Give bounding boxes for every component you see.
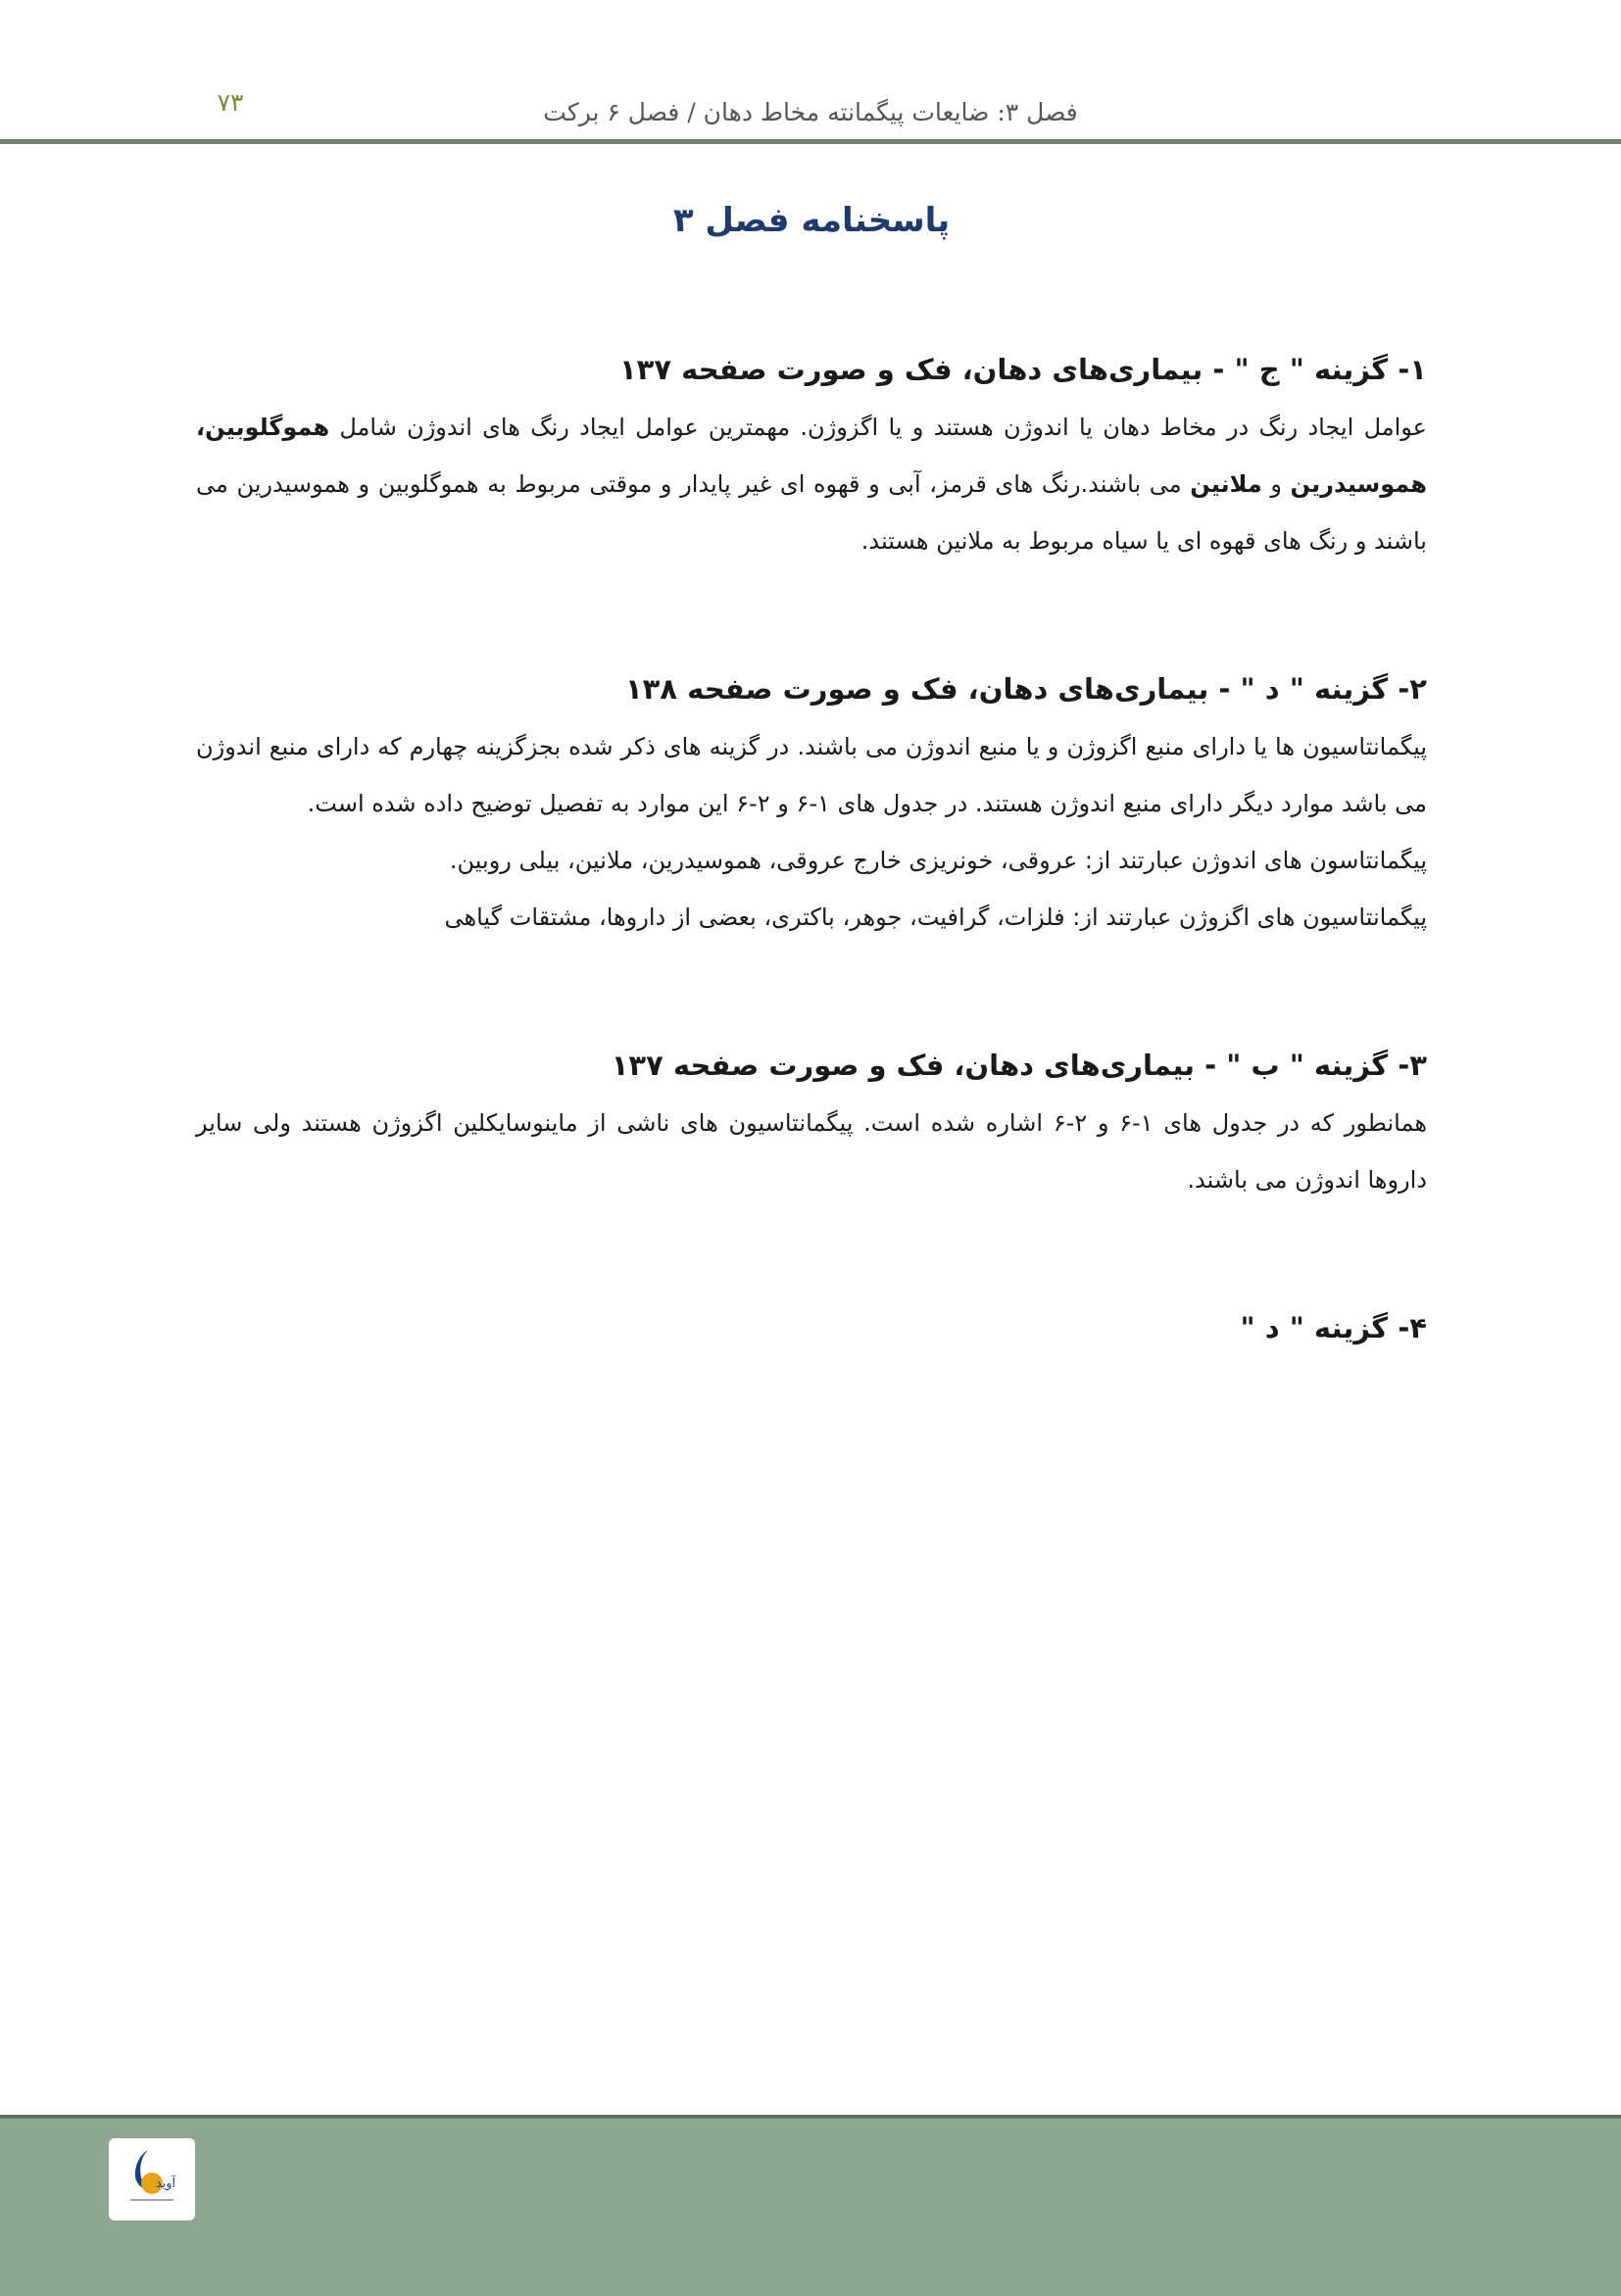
header-rule bbox=[0, 139, 1621, 144]
answer-2-heading: ۲- گزینه " د " - بیماری‌های دهان، فک و صورت صفحه ۱۳۸ bbox=[624, 672, 1427, 706]
answer-3 bbox=[196, 1036, 1427, 1208]
answer-1-text-3: می باشند.رنگ های قرمز، آبی و قهوه ای غیر پایدار و موقتی مربوط به هموگلوبین و هموسیدرین می باشند و رنگ های قهوه ای یا سیاه مربوط به ملانین هستند. bbox=[196, 470, 1427, 555]
page-title: پاسخنامه فصل ۳ bbox=[672, 201, 951, 240]
answer-2-paragraph-2: پیگمانتاسون های اندوژن عبارتند از: عروقی، خونریزی خارج عروقی، هموسیدرین، ملانین، بیلی روبین. bbox=[449, 847, 1427, 874]
page-content bbox=[196, 201, 1427, 1447]
publisher-logo bbox=[109, 2138, 195, 2221]
answer-1-paragraph bbox=[196, 399, 1427, 569]
answer-1 bbox=[196, 340, 1427, 569]
answer-2-paragraph-1: پیگمانتاسیون ها یا دارای منبع اگزوژن و یا منبع اندوژن می باشند. در گزینه های ذکر شده بجزگزینه چهارم که دارای منبع اندوژن می باشد موارد دیگر دارای منبع اندوژن هستند. در جدول های ۱-۶ و ۲-۶ این موارد به تفصیل توضیح داده شده است. bbox=[196, 733, 1427, 817]
answer-1-text-2: و bbox=[1261, 470, 1291, 498]
page-footer bbox=[0, 2115, 1621, 2296]
answer-4 bbox=[196, 1298, 1427, 1357]
answer-1-bold-1: هموگلوبین، هموسیدرین bbox=[196, 414, 1428, 498]
answer-1-heading: ۱- گزینه " ج " - بیماری‌های دهان، فک و صورت صفحه ۱۳۷ bbox=[618, 353, 1427, 386]
answer-1-bold-2: ملانین bbox=[1190, 470, 1262, 498]
running-title: فصل ۳: ضایعات پیگمانته مخاط دهان / فصل ۶ برکت bbox=[543, 98, 1078, 126]
page-number: ۷۳ bbox=[217, 88, 244, 117]
answer-2 bbox=[196, 659, 1427, 946]
answer-1-text-1: عوامل ایجاد رنگ در مخاط دهان یا اندوژن هستند و یا اگزوژن. مهمترین عوامل ایجاد رنگ های اندوژن شامل bbox=[329, 414, 1427, 441]
page-header bbox=[0, 0, 1621, 143]
answer-3-heading: ۳- گزینه " ب " - بیماری‌های دهان، فک و صورت صفحه ۱۳۷ bbox=[611, 1049, 1427, 1082]
answer-4-heading: ۴- گزینه " د " bbox=[1240, 1311, 1427, 1344]
answer-3-paragraph: همانطور که در جدول های ۱-۶ و ۲-۶ اشاره شده است. پیگمانتاسیون های ناشی از ماینوسایکلین اگزوژن هستند ولی سایر داروها اندوژن می باشند. bbox=[196, 1109, 1427, 1194]
logo-text: آوید bbox=[155, 2176, 176, 2191]
logo-icon bbox=[109, 2138, 195, 2221]
answer-2-paragraph-3: پیگمانتاسیون های اگزوژن عبارتند از: فلزات، گرافیت، جوهر، باکتری، بعضی از داروها، مشتقات گیاهی bbox=[444, 904, 1427, 931]
